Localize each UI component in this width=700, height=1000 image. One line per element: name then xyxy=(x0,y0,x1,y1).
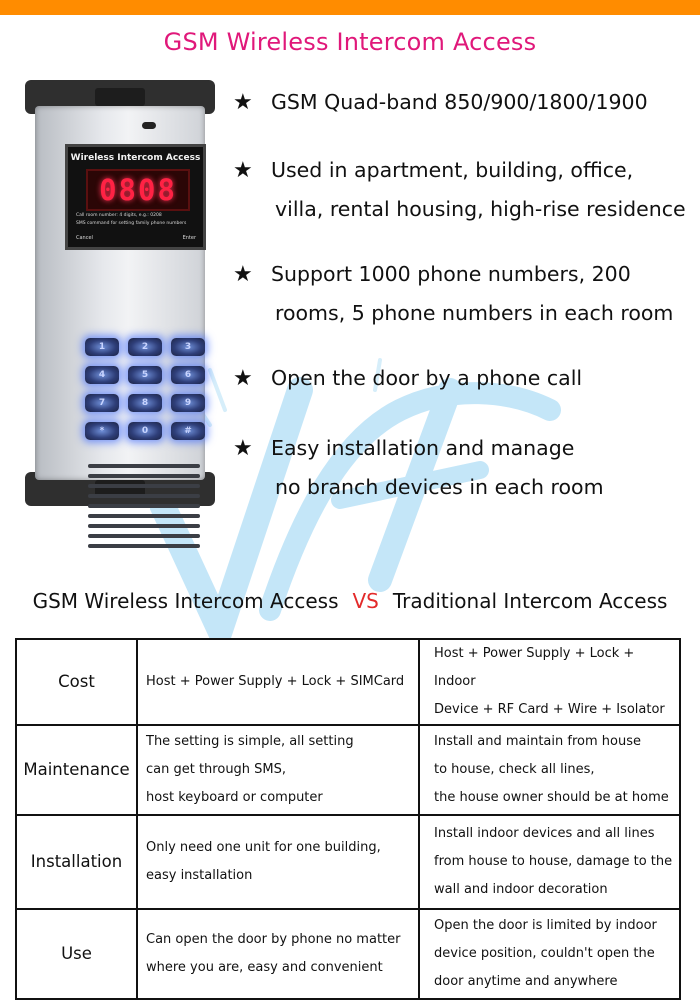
cell-line: where you are, easy and convenient xyxy=(146,960,383,975)
cell-line: wall and indoor decoration xyxy=(434,882,608,897)
feature-text: GSM Quad-band 850/900/1800/1900 xyxy=(271,90,648,114)
star-icon: ★ xyxy=(233,366,253,391)
cell-line: from house to house, damage to the xyxy=(434,854,673,869)
keypad-key: 7 xyxy=(85,394,119,412)
cell-line: to house, check all lines, xyxy=(434,762,595,777)
cell-line: Host + Power Supply + Lock + SIMCard xyxy=(146,674,405,689)
panel-enter-label: Enter xyxy=(182,235,196,241)
feature-text-continued: villa, rental housing, high-rise residence xyxy=(275,197,686,221)
star-icon: ★ xyxy=(233,90,253,115)
cell-line: The setting is simple, all setting xyxy=(146,734,354,749)
table-row xyxy=(16,909,680,999)
panel-note-sms: SMS command for setting family phone numbers xyxy=(76,221,187,226)
feature-text-continued: no branch devices in each room xyxy=(275,475,604,499)
feature-text: Open the door by a phone call xyxy=(271,366,583,390)
table-row xyxy=(16,639,680,725)
comparison-heading xyxy=(0,589,700,613)
feature-item-quad-band xyxy=(233,82,648,123)
top-accent-bar xyxy=(0,0,700,15)
comparison-left-title: GSM Wireless Intercom Access xyxy=(32,589,339,613)
feature-text: Support 1000 phone numbers, 200 xyxy=(271,262,631,286)
keypad-key: 3 xyxy=(171,338,205,356)
keypad-key: 5 xyxy=(128,366,162,384)
row-label: Maintenance xyxy=(16,725,137,815)
traditional-cell xyxy=(419,909,680,999)
star-icon: ★ xyxy=(233,262,253,287)
table-row xyxy=(16,815,680,909)
feature-item-phone-open xyxy=(233,358,582,399)
cell-line: easy installation xyxy=(146,868,253,883)
gsm-cell xyxy=(137,725,419,815)
gsm-cell xyxy=(137,815,419,909)
feature-item-capacity xyxy=(233,254,673,333)
device-top-tab xyxy=(95,88,145,106)
gsm-cell xyxy=(137,909,419,999)
camera-sensor xyxy=(142,122,156,129)
panel-footer xyxy=(76,235,196,241)
star-icon: ★ xyxy=(233,436,253,461)
cell-line: Can open the door by phone no matter xyxy=(146,932,401,947)
traditional-cell xyxy=(419,639,680,725)
table-row xyxy=(16,725,680,815)
feature-text: Used in apartment, building, office, xyxy=(271,158,634,182)
cell-line: Device + RF Card + Wire + Isolator xyxy=(434,702,665,717)
row-label: Cost xyxy=(16,639,137,725)
feature-item-usage xyxy=(233,150,686,229)
row-label: Installation xyxy=(16,815,137,909)
keypad-key: 4 xyxy=(85,366,119,384)
feature-item-installation xyxy=(233,428,604,507)
keypad-key: 0 xyxy=(128,422,162,440)
keypad-key: 2 xyxy=(128,338,162,356)
gsm-cell xyxy=(137,639,419,725)
keypad-key: 8 xyxy=(128,394,162,412)
keypad-key: # xyxy=(171,422,205,440)
panel-note-room: Call room number: 4 digits, e.g.: 0208 xyxy=(76,213,162,218)
panel-cancel-label: Cancel xyxy=(76,235,93,241)
led-display: 0808 xyxy=(86,169,190,211)
display-panel xyxy=(65,144,206,250)
cell-line: device position, couldn't open the xyxy=(434,946,655,961)
cell-line: Install indoor devices and all lines xyxy=(434,826,655,841)
traditional-cell xyxy=(419,815,680,909)
intercom-device xyxy=(25,80,215,506)
star-icon: ★ xyxy=(233,158,253,183)
cell-line: Open the door is limited by indoor xyxy=(434,918,657,933)
comparison-table xyxy=(15,638,681,1000)
panel-title: Wireless Intercom Access xyxy=(70,153,201,163)
cell-line: can get through SMS, xyxy=(146,762,287,777)
keypad-key: 1 xyxy=(85,338,119,356)
cell-line: door anytime and anywhere xyxy=(434,974,618,989)
page-title: GSM Wireless Intercom Access xyxy=(163,28,537,56)
keypad-key: 6 xyxy=(171,366,205,384)
cell-line: Install and maintain from house xyxy=(434,734,641,749)
feature-text-continued: rooms, 5 phone numbers in each room xyxy=(275,301,674,325)
row-label: Use xyxy=(16,909,137,999)
speaker-grille xyxy=(88,464,200,554)
comparison-right-title: Traditional Intercom Access xyxy=(392,589,668,613)
cell-line: host keyboard or computer xyxy=(146,790,323,805)
keypad-key: 9 xyxy=(171,394,205,412)
cell-line: Host + Power Supply + Lock + Indoor xyxy=(434,646,635,689)
cell-line: Only need one unit for one building, xyxy=(146,840,381,855)
cell-line: the house owner should be at home xyxy=(434,790,669,805)
vs-label: VS xyxy=(352,589,379,613)
traditional-cell xyxy=(419,725,680,815)
feature-text: Easy installation and manage xyxy=(271,436,575,460)
keypad-key: * xyxy=(85,422,119,440)
